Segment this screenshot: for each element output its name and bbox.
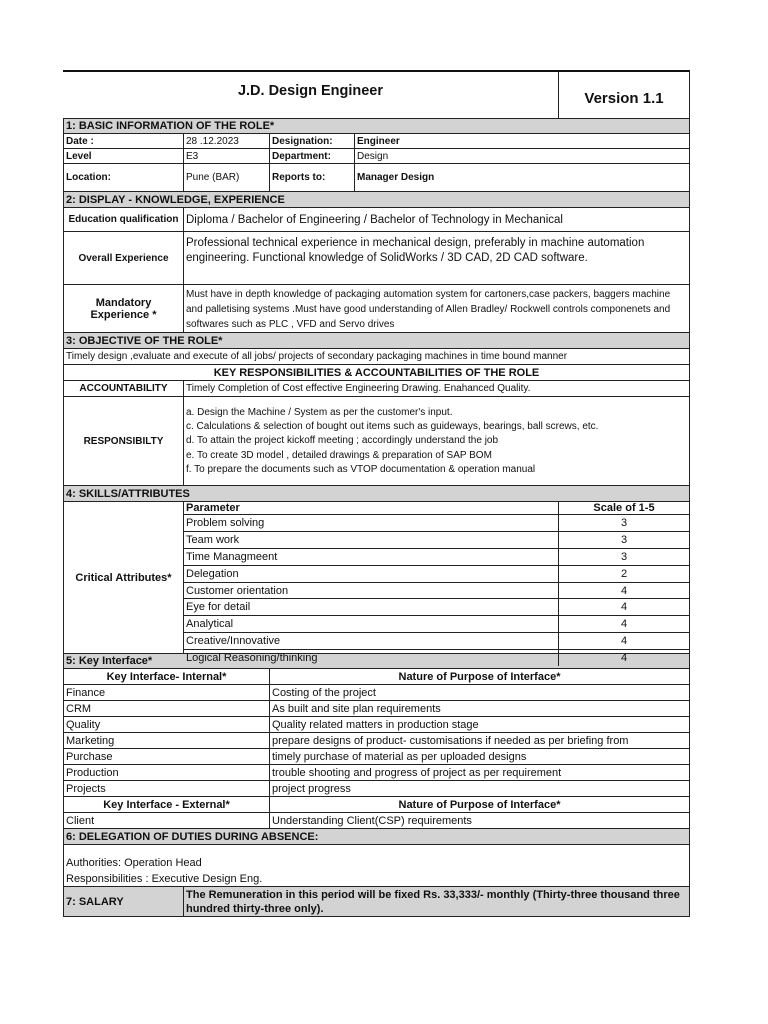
- attribute-row: [184, 616, 689, 633]
- objective-row: [63, 349, 690, 365]
- salary-value: The Remuneration in this period will be fixed Rs. 33,333/- monthly (Thirty-three thousand three hundred thirty-three only).: [186, 889, 680, 915]
- responsibility-list: [184, 397, 689, 485]
- responsibility-row: [63, 397, 690, 486]
- attribute-score: 4: [620, 652, 628, 665]
- reports-to-label: Reports to:: [270, 164, 355, 191]
- interface-purpose: trouble shooting and progress of project as per requirement: [272, 766, 562, 779]
- section-skills-heading: 4: SKILLS/ATTRIBUTES: [63, 486, 690, 502]
- education-value: Diploma / Bachelor of Engineering / Bachelor of Technology in Mechanical: [186, 213, 563, 226]
- date-label: Date :: [64, 134, 184, 148]
- attribute-row: [184, 650, 689, 666]
- internal-interface-header-label: Key Interface- Internal*: [64, 669, 270, 684]
- department-label: Department:: [270, 149, 355, 163]
- internal-interface-header: [63, 669, 690, 685]
- objective-value: Timely design ,evaluate and execute of all jobs/ projects of secondary packaging machines in time bound manner: [66, 351, 568, 362]
- attributes-table: [184, 502, 689, 665]
- basic-info-row: [63, 134, 690, 149]
- responsibility-item: c. Calculations & selection of bought out items such as guideways, bearings, ball screws, etc.: [186, 421, 599, 433]
- external-interface-header-label: Key Interface - External*: [64, 797, 270, 812]
- parameter-header: Parameter: [184, 502, 559, 514]
- title-bar: [63, 70, 690, 118]
- designation-value: Engineer: [357, 135, 400, 147]
- interface-purpose: As built and site plan requirements: [272, 702, 441, 715]
- document-title: J.D. Design Engineer: [237, 83, 384, 99]
- authorities-text: Authorities: Operation Head: [66, 857, 202, 869]
- interface-purpose: prepare designs of product- customisations if needed as per briefing from: [272, 734, 629, 747]
- interface-purpose: project progress: [272, 782, 351, 795]
- section-basic-info-heading: 1: BASIC INFORMATION OF THE ROLE*: [63, 118, 690, 134]
- overall-experience-label: Overall Experience: [64, 232, 184, 284]
- reports-to-value: Manager Design: [357, 172, 435, 183]
- interface-purpose: timely purchase of material as per uploaded designs: [272, 750, 527, 763]
- location-label: Location:: [64, 164, 184, 191]
- interface-row: [63, 765, 690, 781]
- responsibility-label: RESPONSIBILTY: [64, 397, 184, 485]
- attributes-header: [184, 502, 689, 515]
- mandatory-experience-label: Mandatory Experience *: [64, 285, 184, 332]
- interface-purpose: Quality related matters in production stage: [272, 718, 479, 731]
- attribute-score: 2: [620, 567, 628, 580]
- interface-row: [63, 701, 690, 717]
- interface-row: [63, 733, 690, 749]
- accountability-value: Timely Completion of Cost effective Engineering Drawing. Enahanced Quality.: [186, 383, 531, 394]
- section-key-interface-heading: 5: Key Interface*: [63, 654, 690, 669]
- responsibility-item: e. To create 3D model , detailed drawings & preparation of SAP BOM: [186, 449, 492, 461]
- attribute-score: 3: [620, 533, 628, 546]
- overall-experience-row: [63, 232, 690, 285]
- salary-row: [63, 887, 690, 917]
- delegation-row: [63, 845, 690, 887]
- interface-name: Marketing: [64, 733, 270, 748]
- overall-experience-value: Professional technical experience in mechanical design, preferably in machine automation engineering. Functional knowledge of SolidWorks / 3D CAD, 2D CAD software.: [186, 237, 645, 264]
- attribute-name: Team work: [184, 532, 559, 548]
- internal-interface-rows: [63, 685, 690, 797]
- purpose-header-external: Nature of Purpose of Interface*: [398, 798, 561, 811]
- level-label: Level: [64, 149, 184, 163]
- attribute-name: Logical Reasoning/thinking: [184, 650, 559, 666]
- attribute-score: 4: [620, 601, 628, 614]
- interface-name: Production: [64, 765, 270, 780]
- delegation-responsibilities-text: Responsibilities : Executive Design Eng.: [66, 873, 263, 885]
- salary-label: 7: SALARY: [64, 887, 184, 916]
- attribute-rows: [184, 515, 689, 666]
- attribute-row: [184, 532, 689, 549]
- attribute-name: Analytical: [184, 616, 559, 632]
- interface-name: Purchase: [64, 749, 270, 764]
- attribute-name: Time Managmeent: [184, 549, 559, 565]
- date-value: 28 .12.2023: [184, 134, 270, 148]
- designation-label: Designation:: [270, 134, 355, 148]
- basic-info-row: [63, 164, 690, 192]
- attribute-row: [184, 583, 689, 600]
- attribute-name: Problem solving: [184, 515, 559, 531]
- department-value: Design: [357, 150, 389, 162]
- attribute-row: [184, 599, 689, 616]
- attribute-row: [184, 515, 689, 532]
- attribute-row: [184, 549, 689, 566]
- accountability-label: ACCOUNTABILITY: [64, 381, 184, 396]
- attribute-score: 3: [620, 516, 628, 529]
- external-interface-header: [63, 797, 690, 813]
- basic-info-row: [63, 149, 690, 164]
- purpose-header: Nature of Purpose of Interface*: [398, 670, 561, 683]
- interface-name: Finance: [64, 685, 270, 700]
- attribute-name: Eye for detail: [184, 599, 559, 615]
- attribute-score: 4: [620, 584, 628, 597]
- section-knowledge-heading: 2: DISPLAY - KNOWLEDGE, EXPERIENCE: [63, 192, 690, 208]
- interface-row: [63, 685, 690, 701]
- section-delegation-heading: 6: DELEGATION OF DUTIES DURING ABSENCE:: [63, 829, 690, 845]
- interface-name: Client: [64, 813, 270, 828]
- mandatory-experience-value: Must have in depth knowledge of packaging automation system for cartoners,case packers, baggers machine and palletising systems .Must have good understanding of Allen Bradley/ Rockwell controls componenets and softwares such as PLC , VFD and Servo drives: [186, 289, 671, 330]
- interface-row: [63, 781, 690, 797]
- external-interface-rows: [63, 813, 690, 829]
- interface-row: [63, 717, 690, 733]
- interface-name: CRM: [64, 701, 270, 716]
- location-value: Pune (BAR): [184, 164, 270, 191]
- interface-name: Projects: [64, 781, 270, 796]
- responsibility-item: a. Design the Machine / System as per the customer's input.: [186, 407, 453, 418]
- delegation-content: [64, 845, 689, 886]
- education-row: [63, 208, 690, 232]
- attribute-row: [184, 633, 689, 650]
- interface-purpose: Understanding Client(CSP) requirements: [272, 814, 472, 827]
- attribute-name: Delegation: [184, 566, 559, 582]
- attribute-name: Creative/Innovative: [184, 633, 559, 649]
- interface-row: [63, 749, 690, 765]
- accountability-row: [63, 381, 690, 397]
- job-description-sheet: [63, 70, 690, 917]
- responsibility-item: f. To prepare the documents such as VTOP documentation & operation manual: [186, 463, 536, 475]
- level-value: E3: [184, 149, 270, 163]
- attribute-score: 3: [620, 550, 628, 563]
- scale-header: Scale of 1-5: [593, 502, 655, 514]
- interface-name: Quality: [64, 717, 270, 732]
- attribute-score: 4: [620, 618, 628, 631]
- section-objective-heading: 3: OBJECTIVE OF THE ROLE*: [63, 333, 690, 349]
- version-label: Version 1.1: [558, 72, 689, 118]
- interface-purpose: Costing of the project: [272, 686, 376, 699]
- kra-heading-row: [63, 365, 690, 381]
- attribute-row: [184, 566, 689, 583]
- attribute-score: 4: [620, 635, 628, 648]
- attribute-name: Customer orientation: [184, 583, 559, 599]
- responsibility-item: d. To attain the project kickoff meeting ; accordingly understand the job: [186, 435, 499, 447]
- education-label: Education qualification: [64, 208, 184, 231]
- mandatory-experience-row: [63, 285, 690, 333]
- critical-attributes-label: Critical Attributes*: [64, 502, 184, 653]
- interface-row: [63, 813, 690, 829]
- kra-heading: KEY RESPONSIBILITIES & ACCOUNTABILITIES OF THE ROLE: [213, 366, 540, 379]
